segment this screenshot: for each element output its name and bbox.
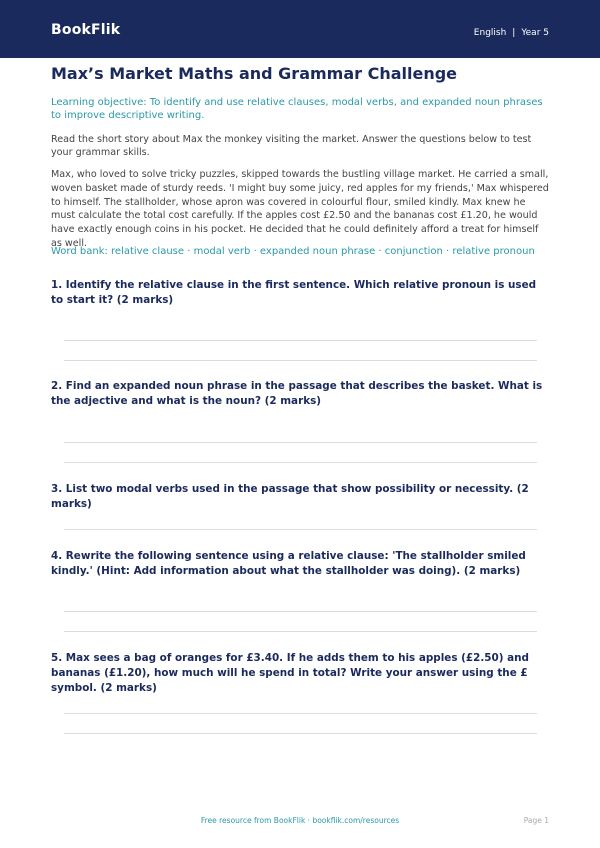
answer-line[interactable]	[64, 733, 537, 734]
answer-line[interactable]	[64, 529, 537, 530]
header-meta	[474, 28, 549, 38]
question-2: 2. Find an expanded noun phrase in the passage that describes the basket. What is the adjective and what is the noun? (2 marks)	[51, 380, 543, 407]
answer-line[interactable]	[64, 611, 537, 612]
answer-line[interactable]	[64, 462, 537, 463]
answer-line[interactable]	[64, 442, 537, 443]
page-title: Max’s Market Maths and Grammar Challenge	[51, 64, 458, 83]
answer-line[interactable]	[64, 340, 537, 341]
question-5: 5. Max sees a bag of oranges for £3.40. If he adds them to his apples (£2.50) and bananas (£1.20), how much will he spend in total? Write your answer using the £ symbol. (2 marks)	[51, 652, 529, 694]
page-number: Page 1	[523, 816, 549, 825]
meta-separator: |	[512, 28, 516, 38]
learning-objective: Learning objective: To identify and use relative clauses, modal verbs, and expanded noun phrases to improve descriptive writing.	[51, 97, 543, 121]
answer-line[interactable]	[64, 631, 537, 632]
brand-logo: BookFlik	[51, 22, 121, 38]
question-4: 4. Rewrite the following sentence using a relative clause: 'The stallholder smiled kindly.' (Hint: Add information about what the stallholder was doing). (2 marks)	[51, 550, 526, 577]
answer-line[interactable]	[64, 360, 537, 361]
word-bank: Word bank: relative clause · modal verb · expanded noun phrase · conjunction · relative pronoun	[51, 246, 535, 257]
story-passage: Max, who loved to solve tricky puzzles, skipped towards the bustling village market. He carried a small, woven basket made of sturdy reeds. 'I might buy some juicy, red apples for my friends,' Max whispered to himself. The stallholder, whose apron was covered in colourful flour, smiled kindly. Max knew he must calculate the total cost carefully. If the apples cost £2.50 and the bananas cost £1.20, he would have exactly enough coins in his pocket. He decided that he could definitely afford a treat for himself as well.	[51, 169, 549, 249]
subject-label: English	[473, 28, 507, 38]
year-label: Year 5	[521, 28, 549, 38]
question-3: 3. List two modal verbs used in the passage that show possibility or necessity. (2 marks)	[51, 483, 529, 510]
question-1: 1. Identify the relative clause in the first sentence. Which relative pronoun is used to start it? (2 marks)	[51, 279, 537, 306]
footer-link[interactable]: Free resource from BookFlik · bookflik.com/resources	[200, 816, 400, 825]
page-header	[0, 0, 600, 58]
answer-line[interactable]	[64, 713, 537, 714]
intro-text: Read the short story about Max the monkey visiting the market. Answer the questions below to test your grammar skills.	[51, 134, 532, 158]
